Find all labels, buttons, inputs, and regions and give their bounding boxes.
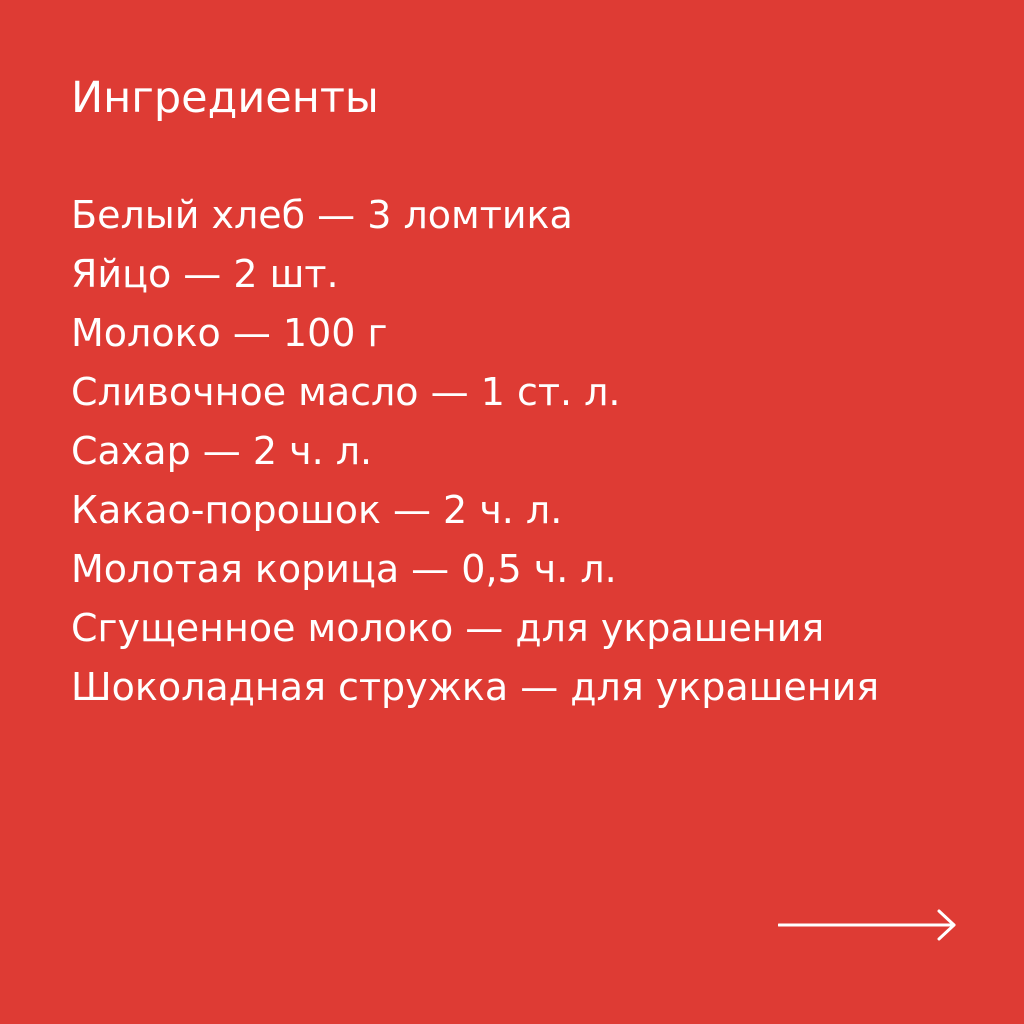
arrow-right-icon[interactable] xyxy=(778,908,958,942)
ingredient-item: Молотая корица — 0,5 ч. л. xyxy=(71,547,617,591)
ingredient-item: Сахар — 2 ч. л. xyxy=(71,429,373,473)
ingredient-item: Какао-порошок — 2 ч. л. xyxy=(71,488,563,532)
ingredient-item: Яйцо — 2 шт. xyxy=(71,252,339,296)
page-title: Ингредиенты xyxy=(71,73,379,123)
ingredient-item: Белый хлеб — 3 ломтика xyxy=(71,193,573,237)
ingredient-item: Шоколадная стружка — для украшения xyxy=(71,665,880,709)
ingredients-list xyxy=(71,186,879,717)
arrow-right-icon-glyph xyxy=(778,908,958,942)
ingredient-item: Сливочное масло — 1 ст. л. xyxy=(71,370,621,414)
ingredient-item: Сгущенное молоко — для украшения xyxy=(71,606,825,650)
ingredient-item: Молоко — 100 г xyxy=(71,311,388,355)
